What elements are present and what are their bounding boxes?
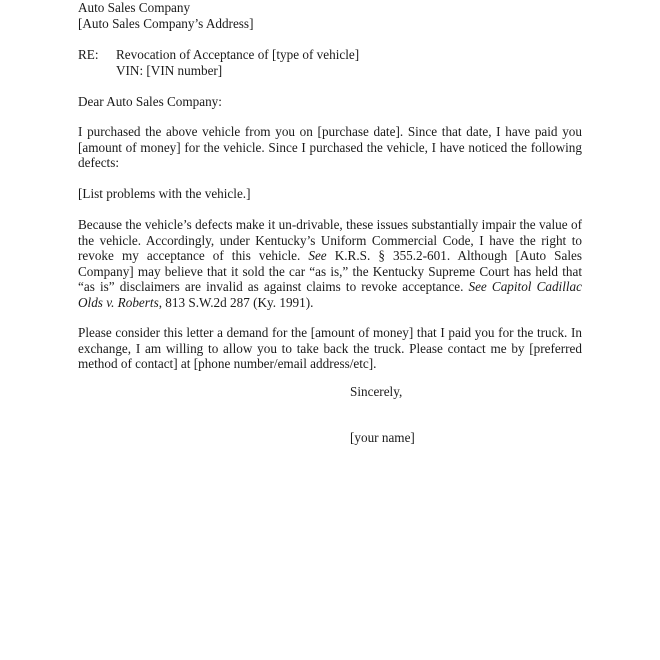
- re-subject: Revocation of Acceptance of [type of vehicle]: [116, 47, 360, 62]
- paragraph-problem-list: [List problems with the vehicle.]: [78, 186, 251, 201]
- paragraph-legal-basis: [78, 217, 582, 311]
- re-block: [78, 47, 582, 78]
- legal-text-3: , 813 S.W.2d 287 (Ky. 1991).: [158, 294, 314, 310]
- legal-text-2: K.R.S. § 355.2-601. Although [Auto Sales Company] may believe that it sold the car “as is,” the Kentucky Supreme Court has held that “as is” disclaimers are invalid as against claims to revoke acceptance.: [78, 248, 582, 295]
- paragraph-demand: Please consider this letter a demand for the [amount of money] that I paid you for the truck. In exchange, I am willing to allow you to take back the truck. Please contact me by [preferred method of contact] at [phone number/email address/etc].: [78, 325, 582, 372]
- re-vin: VIN: [VIN number]: [116, 62, 223, 78]
- re-body: [116, 47, 582, 78]
- recipient-address: [Auto Sales Company’s Address]: [78, 15, 254, 31]
- see-signal: See: [308, 248, 327, 264]
- signature-placeholder: [your name]: [350, 430, 415, 445]
- case-citation: See Capitol Cadillac Olds v. Roberts: [78, 279, 582, 310]
- legal-text-1: Because the vehicle’s defects make it un-drivable, these issues substantially impair the value of the vehicle. Accordingly, under Kentucky’s Uniform Commercial Code, I have the right to revoke my acceptance of this vehicle.: [78, 217, 582, 264]
- salutation: Dear Auto Sales Company:: [78, 94, 222, 109]
- recipient-name: Auto Sales Company: [78, 0, 191, 15]
- paragraph-purchase: I purchased the above vehicle from you on [purchase date]. Since that date, I have paid you [amount of money] for the vehicle. Since I purchased the vehicle, I have noticed the following defects:: [78, 124, 582, 171]
- re-label: RE:: [78, 47, 99, 62]
- valediction: Sincerely,: [350, 384, 403, 399]
